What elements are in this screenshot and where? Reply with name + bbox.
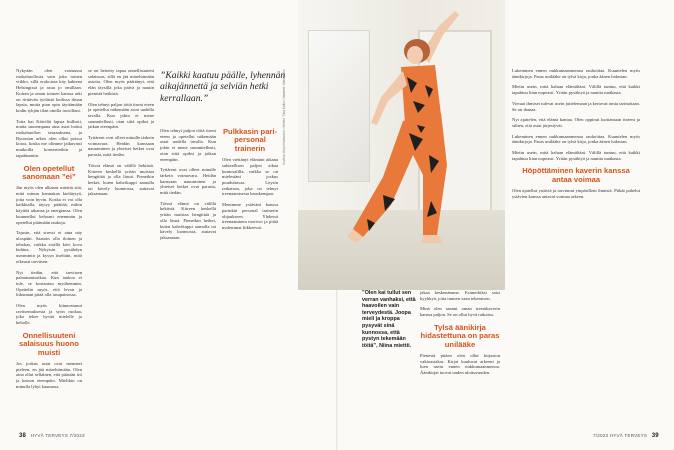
left-folio bbox=[16, 433, 85, 439]
subheading: Pulkkasin pari-personal trainerin bbox=[222, 128, 278, 153]
right-column-2 bbox=[512, 68, 640, 428]
paragraph: Nyt ajattelen, että elämä kantaa. Olen oppinut luottamaan itseeni ja siihen, että asiat järjestyvät. bbox=[512, 117, 640, 128]
right-column-1 bbox=[420, 290, 500, 428]
magazine-name: HYVÄ TERVEYS 7/2023 bbox=[30, 433, 85, 438]
subheading: Olen opetellut sanomaan ”ei” bbox=[22, 163, 76, 181]
paragraph: Vieraat ihmiset tulevat usein juttelemaan ja kertovat omia tarinoitaan. Se on ihanaa. bbox=[512, 100, 640, 112]
paragraph: Olen viettänyt elämäni aikana suhteellisen paljon aikaa kuntosalilla, vaikka se on mielestäni joskus puuduttavaa. Löysin ratkaisun, joka on tehnyt treenaamisesta hauskempaa. bbox=[222, 157, 278, 197]
pants bbox=[353, 113, 447, 237]
paragraph: Olen ajatellut ystäviä ja tarvinnut ympärilleni ihmisiä. Pitkät puhelut ystävien kanssa antavat voimaa arkeen. bbox=[512, 188, 640, 199]
paragraph: Pienestä pitäen olen ollut kirjaston vakioasiakas. Kirjat kuuluvat arkeeni ja luen usein ennen nukkumaanmenoa. Äänikirjat tuovat uuden ulottuvuuden. bbox=[420, 353, 500, 376]
left-column-3 bbox=[160, 128, 278, 426]
paragraph: Jän myös olen alkanut miettiä sitä, mitä minun kannattaa kieltäytyä, jotta voin hyvin. Koska ei voi olla kaikkialla, täytyy päättää, mihin käyttää aikansa ja energiansa. Olen kuunnellut kehoani enemmän ja opetellut pitämään taukoja. bbox=[16, 185, 82, 225]
face bbox=[407, 46, 423, 64]
paragraph: Tajusin, että stressi ei aina näy ulospäin. Saatoin olla iloinen ja tehokas, vaikka sisällä kävi kova kuhina. Nykyisin pysähdyn useammin ja kysyn itseltäni, mitä oikeasti tarvitsen. bbox=[16, 230, 82, 264]
paragraph: Menimme ystäväni kanssa parinkin personal trainerin ohjaukseen. Yhdessä treenaaminen motivoi ja pitää molemmat liikkeessä. bbox=[222, 202, 278, 230]
paragraph: Lukeminen ennen nukkumaanmenoa rauhoittaa. Kuuntelen myös äänikirjoja. Paras unilääke on tylsä kirja, jonka äänen hidastan. bbox=[512, 133, 640, 145]
subheading: Tylsä äänikirja hidastettuna on paras unilääke bbox=[420, 322, 500, 349]
dancer-figure bbox=[343, 5, 473, 285]
left-column-2 bbox=[88, 68, 154, 426]
paragraph: Minä olen saanut oman treenikaverin kanssa paljon. Se on ollut hyvä ratkaisu. bbox=[420, 306, 500, 318]
paragraph: Töissä elämä on välillä hektistä. Kiireen keskellä yritän muistaa hengittää ja olla läsnä. Pienetkin hetket, kuten kahvikuppi aamulla tai kävely luonnossa, auttavat jaksamaan. bbox=[88, 162, 154, 197]
paragraph: Tyttäreni ovat olleet minulle tärkein voimavara. Heidän kanssaan nauraminen ja yhteiset hetket ovat parasta, mitä tiedän. bbox=[160, 167, 216, 196]
paragraph: Nykyään olen vastuussa ruokahuollosta vain joka toinen viikko, sillä erokoiraa käy kahtena Helsingissä ja asuu jo omillaan. Koiran ja oman toimen kanssa arki on riittävän työlästä kodissa ilman lapsia, mutta pian opin täyttämään kodin tyhjän tilan omilla tavoillani. bbox=[16, 68, 82, 113]
paragraph: Lukeminen ennen nukkumaanmenoa rauhoittaa. Kuuntelen myös äänikirjoja. Paras unilääke on tylsä kirja, jonka äänen hidastan. bbox=[512, 68, 640, 79]
subheading: Onnellisuuteni salaisuus huono muisti bbox=[19, 330, 79, 357]
paragraph: Tyttäreni ovat olleet minulle tärkein voimavara. Heidän kanssaan nauraminen ja yhteiset hetket ovat parasta, mitä tiedän. bbox=[88, 135, 154, 158]
left-column-1 bbox=[16, 68, 82, 426]
dancer-photo bbox=[298, 0, 505, 290]
photo-credit: Kuvitus: Annu Kokkonen • Meikki: Tiina Kallio • Vaatteet: Marimekko bbox=[282, 69, 286, 165]
right-folio bbox=[593, 433, 662, 439]
paragraph: Nyt tiedän, että tarvitsen palautumisaikaa. Kun taukoa ei tule, se kostautuu myöhemmin. Opettelin myös, että levon ja liikunnan pitää olla tasapainossa. bbox=[16, 269, 82, 298]
page-number: 38 bbox=[19, 433, 27, 439]
paragraph: jakaa keskenämme. Esimerkiksi saisi kyykkyä, jotta tunnen vaan tekemisen. bbox=[420, 290, 500, 301]
photo-caption: ”Olen kai tullut sen verran vanhaksi, että haavoilen vain terveydestä. Joopa mieli ja kroppa pysyvät sinä kunnossa, että pystyn tekemään töitä”, Niina miettii. bbox=[362, 290, 416, 349]
paragraph: Olen tehnyt paljon töitä itseni eteen ja opetellut näkemään asiat uudella tavalla. Kun jokin ei mene suunnitellusti, otan siitä opiksi ja jatkan eteenpäin. bbox=[160, 128, 216, 162]
magazine-name: 7/2023 HYVÄ TERVEYS bbox=[593, 433, 648, 438]
paragraph: Mietin usein, mitä haluan elämältäni. Välillä tuntuu, että kaikki tapahtuu liian nopeasti. Yritän pysähtyä ja nauttia matkasta. bbox=[512, 150, 640, 161]
paragraph: Olen tehnyt paljon töitä itseni eteen ja opetellut näkemään asiat uudella tavalla. Kun jokin ei mene suunnitellusti, otan siitä opiksi ja jatkan eteenpäin. bbox=[88, 101, 154, 130]
page-number: 39 bbox=[651, 433, 659, 439]
paragraph: se on heitetty tapaa onnellisuuteni salaisuus, sillä en jää märehtimään asioita. Olen myös päättänyt, että elän täysillä joka päivä ja nautin pienistä hetkistä. bbox=[88, 68, 154, 96]
paragraph: Töissä elämä on välillä hektistä. Kiireen keskellä yritän muistaa hengittää ja olla läsnä. Pienetkin hetket, kuten kahvikuppi aamulla tai kävely luonnossa, auttavat jaksamaan. bbox=[160, 200, 216, 240]
paragraph: Olen myös kiinnostunut ravitsemuksesta ja syön ruokaa, joka tekee hyvää mielelle ja keholle. bbox=[16, 303, 82, 326]
subheading: Höpöttäminen kaverin kanssa antaa voimaa bbox=[522, 166, 630, 184]
right-foot bbox=[421, 235, 443, 243]
lowered-arm bbox=[371, 71, 407, 125]
paragraph: Jos joskus asiat ovat menneet pieleen, en jää märehtimään. Olen aina ollut sellainen, että päästän irti ja katson eteenpäin. Mielikin on minulla lyhyt kaunassa. bbox=[16, 361, 82, 389]
paragraph: Toita kai Kätvilät lapsia hullusti, mutta suurempana aina asiat hoitui ruokahuollon seurauksena, ja Byrontan arkea olen ollut poissa kotoa, koska me olimme jatkuvasti matkoilla konsertteihin ja tapahtumiin. bbox=[16, 118, 82, 158]
pull-quote: ”Kaikki kaatuu päälle, lyhennän aikajännettä ja selviän hetki kerrallaan.” bbox=[160, 70, 286, 104]
paragraph: Mietin usein, mitä haluan elämältäni. Välillä tuntuu, että kaikki tapahtuu liian nopeasti. Yritän pysähtyä ja nauttia matkasta. bbox=[512, 84, 640, 96]
